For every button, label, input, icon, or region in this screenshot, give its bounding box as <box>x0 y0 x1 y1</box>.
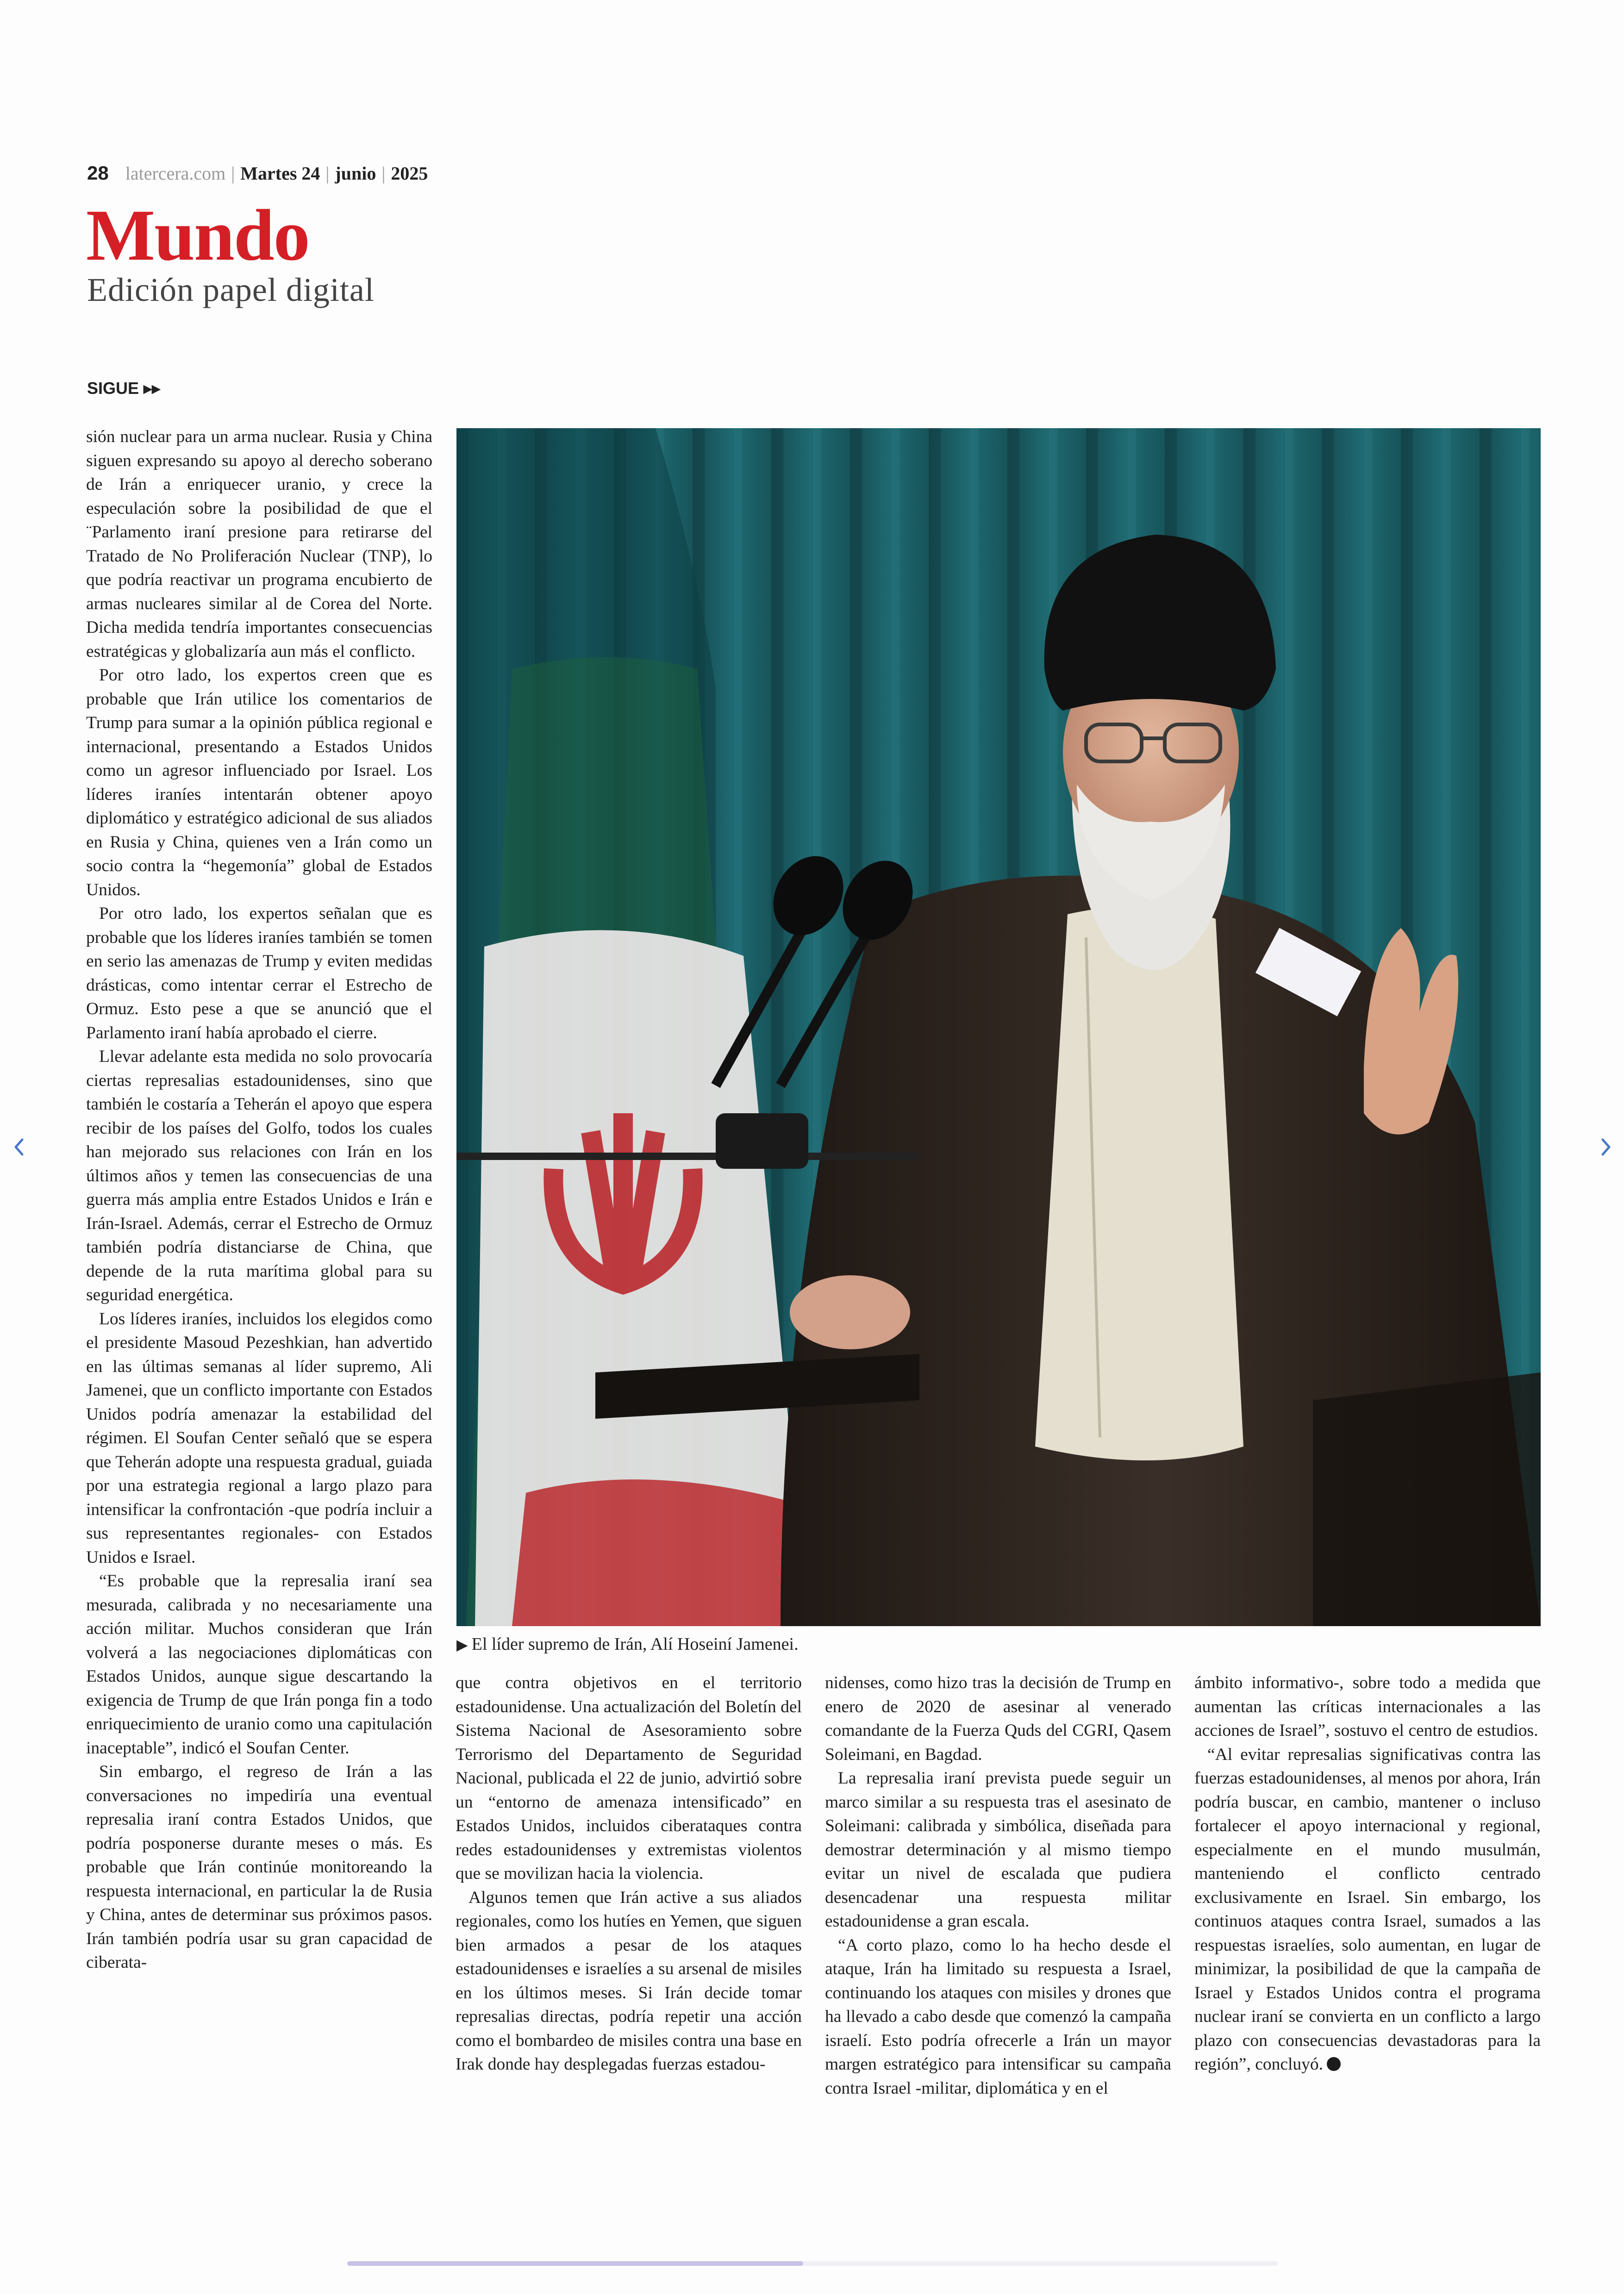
paragraph <box>1194 1743 1541 2077</box>
page-header: 28 latercera.com | Martes 24 | junio | 2025 <box>87 162 428 184</box>
scrollbar-thumb[interactable] <box>347 2261 803 2266</box>
paragraph-text: “Al evitar represalias significativas contra las fuerzas estadounidenses, al menos por ahora, Irán podría buscar, en cambio, mantener o incluso fortalecer el apoyo internacional y regional, especialmente en el mundo musulmán, manteniendo el conflicto centrado exclusivamente en Israel. Sin embargo, los continuos ataques contra Israel, sumados a las respuestas israelíes, solo aumentan, en lugar de minimizar, la posibilidad de que la campaña de Israel y Estados Unidos contra el programa nuclear iraní se convierta en un conflicto a largo plazo con consecuencias devastadoras para la región”, concluyó. <box>1194 1745 1541 2074</box>
chevron-left-icon[interactable] <box>6 1134 32 1160</box>
end-of-article-icon <box>1327 2057 1341 2071</box>
leader-portrait-illustration <box>456 428 1541 1626</box>
paragraph: que contra objetivos en el territorio estadounidense. Una actualización del Boletín del Sistema Nacional de Asesoramiento sobre Terrorismo del Departamento de Seguridad Nacional, publicada el 22 de junio, advirtió sobre un “entorno de amenaza intensificado” en Estados Unidos, incluidos ciberataques contra redes estadounidenses y extremistas violentos que se movilizan hacia la violencia. <box>456 1673 802 1883</box>
article-photo <box>456 428 1541 1626</box>
date-day: Martes 24 <box>240 163 320 184</box>
chevron-right-icon[interactable] <box>1593 1134 1618 1160</box>
date-month: junio <box>335 163 376 184</box>
site-name: latercera.com <box>125 163 226 184</box>
article-column-4 <box>1194 1671 1541 2077</box>
continue-label: SIGUE ▸▸ <box>87 379 161 398</box>
paragraph: Algunos temen que Irán active a sus aliados regionales, como los hutíes en Yemen, que siguen bien armados a pesar de los ataques estadounidenses e israelíes a su arsenal de misiles en los últimos meses. Si Irán decide tomar represalias directas, podría repetir una acción como el bombardeo de misiles contra una base en Irak donde hay desplegadas fuerzas estadou- <box>456 1888 802 2074</box>
article-column-2 <box>456 1671 802 2077</box>
paragraph: Llevar adelante esta medida no solo provocaría ciertas represalias estadounidenses, sino que también le costaría a Teherán el apoyo que espera recibir de los países del Golfo, todos los cuales han mejorado sus relaciones con Irán en los últimos años y temen las consecuencias de una guerra más amplia entre Estados Unidos e Irán e Irán-Israel. Además, cerrar el Estrecho de Ormuz también podría distanciarse de China, que depende de la ruta marítima global para su seguridad energética. <box>86 1047 432 1304</box>
section-subtitle: Edición papel digital <box>87 271 375 308</box>
paragraph: Los líderes iraníes, incluidos los elegidos como el presidente Masoud Pezeshkian, han advertido en las últimas semanas al líder supremo, Ali Jamenei, que un conflicto importante con Estados Unidos podría amenazar la estabilidad del régimen. El Soufan Center señaló que se espera que Teherán adopte una respuesta gradual, guiada por una estrategia regional a largo plazo para intensificar la confrontación -que podría incluir a sus representantes regionales- con Estados Unidos e Israel. <box>86 1309 432 1567</box>
paragraph: nidenses, como hizo tras la decisión de Trump en enero de 2020 de asesinar al venerado comandante de la Fuerza Quds del CGRI, Qasem Soleimani, en Bagdad. <box>825 1673 1171 1764</box>
section-title: Mundo <box>86 195 309 276</box>
paragraph: Sin embargo, el regreso de Irán a las conversaciones no impediría una eventual represalia iraní contra Estados Unidos, que podría posponerse durante meses o más. Es probable que Irán continúe monitoreando la respuesta internacional, en particular la de Rusia y China, antes de determinar sus próximos pasos. Irán también podría usar su gran capacidad de ciberata- <box>86 1762 432 1972</box>
paragraph: sión nuclear para un arma nuclear. Rusia y China siguen expresando su apoyo al derecho soberano de Irán a enriquecer uranio, y crece la especulación sobre la posibilidad de que el ¨Parlamento iraní presione para retirarse del Tratado de No Proliferación Nuclear (TNP), lo que podría reactivar un programa encubierto de armas nucleares similar al de Corea del Norte. Dicha medida tendría importantes consecuencias estratégicas y globalizaría aun más el conflicto. <box>86 427 432 661</box>
paragraph: La represalia iraní prevista puede seguir un marco similar a su respuesta tras el asesinato de Soleimani: calibrada y simbólica, diseñada para demostrar determinación y al mismo tiempo evitar un nivel de escalada que pudiera desencadenar una respuesta militar estadounidense a gran escala. <box>825 1769 1171 1931</box>
photo-caption: ▶ El líder supremo de Irán, Alí Hoseiní Jamenei. <box>456 1634 799 1654</box>
paragraph: “A corto plazo, como lo ha hecho desde el ataque, Irán ha limitado su respuesta a Israel, continuando los ataques con misiles y drones que ha llevado a cabo desde que comenzó la campaña israelí. Esto podría ofrecerle a Irán un mayor margen estratégico para intensificar su campaña contra Israel -militar, diplomática y en el <box>825 1935 1171 2098</box>
photo-caption-text: El líder supremo de Irán, Alí Hoseiní Jamenei. <box>471 1634 799 1654</box>
article-column-1 <box>86 425 432 1975</box>
date-year: 2025 <box>391 163 428 184</box>
paragraph: “Es probable que la represalia iraní sea mesurada, calibrada y no necesariamente una acción militar. Muchos consideran que Irán volverá a las negociaciones diplomáticas con Estados Unidos, aunque sigue descartando la exigencia de Trump de que Irán ponga fin a todo enriquecimiento de uranio como una capitulación inaceptable”, indicó el Soufan Center. <box>86 1572 432 1758</box>
paragraph: Por otro lado, los expertos señalan que es probable que los líderes iraníes también se tomen en serio las amenazas de Trump y eviten medidas drásticas, como intentar cerrar el Estrecho de Ormuz. Esto pese a que se anunció que el Parlamento iraní había aprobado el cierre. <box>86 904 432 1042</box>
paragraph: Por otro lado, los expertos creen que es probable que Irán utilice los comentarios de Trump para sumar a la opinión pública regional e internacional, presentando a Estados Unidos como un agresor influenciado por Israel. Los líderes iraníes intentarán obtener apoyo diplomático y estratégico adicional de sus aliados en Rusia y China, quienes ven a Irán como un socio contra la “hegemonía” global de Estados Unidos. <box>86 666 432 899</box>
article-column-3 <box>825 1671 1171 2100</box>
paragraph: ámbito informativo-, sobre todo a medida que aumentan las críticas internacionales a las acciones de Israel”, sostuvo el centro de estudios. <box>1194 1673 1541 1740</box>
page-number: 28 <box>87 162 109 184</box>
